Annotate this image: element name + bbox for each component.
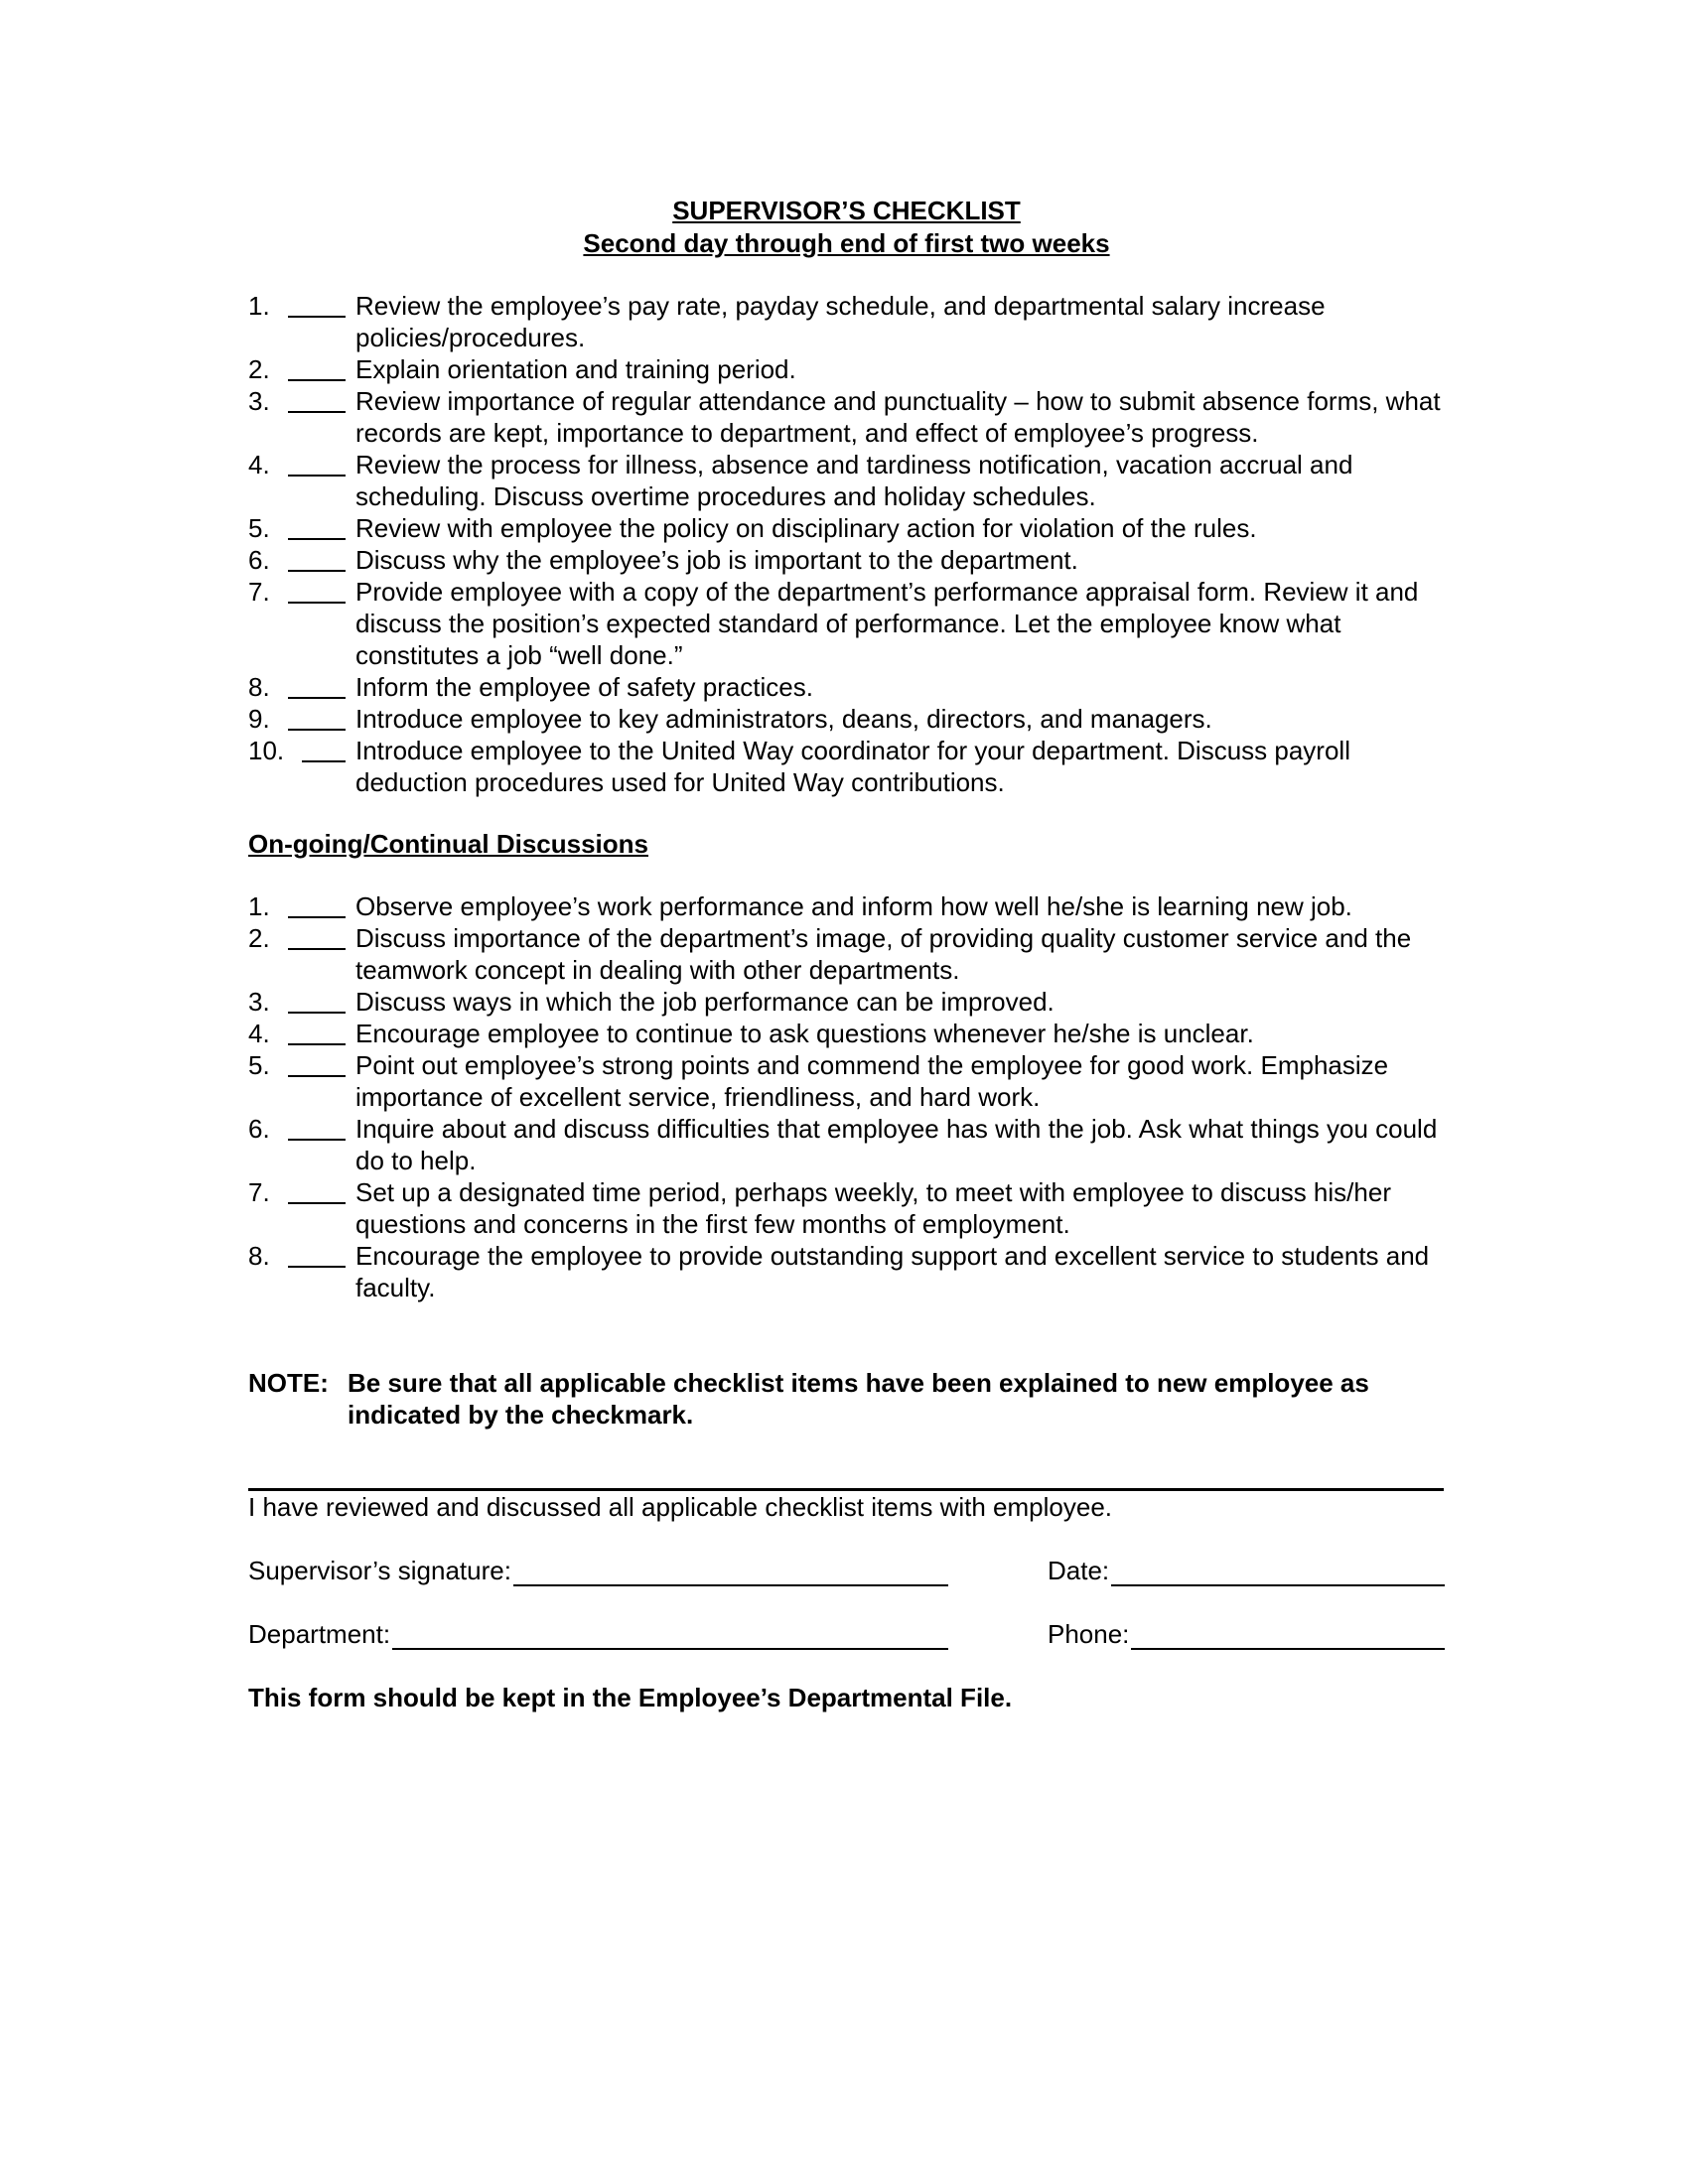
list-item (248, 890, 1445, 922)
ongoing-checklist (248, 890, 1445, 1303)
list-item (248, 1049, 1445, 1113)
check-blank[interactable] (288, 449, 352, 480)
checklist-document (248, 195, 1445, 1713)
item-number: 8. (248, 1241, 270, 1271)
list-item (248, 512, 1445, 544)
note-block (248, 1367, 1445, 1431)
check-blank[interactable] (288, 986, 352, 1018)
check-blank[interactable] (288, 890, 352, 922)
item-number: 2. (248, 354, 270, 384)
list-item (248, 544, 1445, 576)
check-blank[interactable] (288, 576, 352, 608)
list-item (248, 290, 1445, 353)
list-item (248, 986, 1445, 1018)
supervisor-signature-label: Supervisor’s signature: (248, 1556, 511, 1585)
phone-field (1048, 1618, 1445, 1650)
check-blank[interactable] (288, 1018, 352, 1049)
item-number: 3. (248, 987, 270, 1017)
item-number: 9. (248, 704, 270, 734)
item-number: 4. (248, 450, 270, 479)
item-number: 1. (248, 291, 270, 321)
item-number: 6. (248, 545, 270, 575)
item-text: Review the process for illness, absence and tardiness notification, vacation accrual and scheduling. Discuss overtime procedures and holiday schedules. (355, 450, 1353, 511)
item-text: Discuss why the employee’s job is important to the department. (355, 545, 1078, 575)
signature-row (248, 1555, 1445, 1588)
check-blank[interactable] (288, 544, 352, 576)
item-number: 10. (248, 736, 285, 765)
check-blank[interactable] (288, 1113, 352, 1145)
item-text: Discuss ways in which the job performance can be improved. (355, 987, 1055, 1017)
item-text: Review the employee’s pay rate, payday schedule, and departmental salary increase policies/procedures. (355, 291, 1326, 352)
date-line[interactable] (1111, 1557, 1445, 1586)
list-item (248, 353, 1445, 385)
phone-label: Phone: (1048, 1619, 1130, 1649)
item-number: 5. (248, 513, 270, 543)
department-label: Department: (248, 1619, 391, 1649)
list-item (248, 703, 1445, 735)
check-blank[interactable] (288, 1240, 352, 1272)
item-text: Observe employee’s work performance and inform how well he/she is learning new job. (355, 891, 1352, 921)
item-text: Inform the employee of safety practices. (355, 672, 813, 702)
list-item (248, 922, 1445, 986)
item-number: 7. (248, 1177, 270, 1207)
item-number: 1. (248, 891, 270, 921)
item-text: Inquire about and discuss difficulties that employee has with the job. Ask what things you could do to help. (355, 1114, 1438, 1175)
item-text: Introduce employee to the United Way coordinator for your department. Discuss payroll deduction procedures used for United Way contributions. (355, 736, 1350, 797)
check-blank[interactable] (288, 671, 352, 703)
item-text: Introduce employee to key administrators, deans, directors, and managers. (355, 704, 1212, 734)
date-label: Date: (1048, 1556, 1110, 1585)
item-text: Set up a designated time period, perhaps weekly, to meet with employee to discuss his/her questions and concerns in the first few months of employment. (355, 1177, 1391, 1239)
phone-line[interactable] (1131, 1620, 1445, 1650)
note-label: NOTE: (248, 1368, 329, 1398)
item-text: Provide employee with a copy of the department’s performance appraisal form. Review it and discuss the position’s expected standard of performance. Let the employee know what constitutes a job “well done.” (355, 577, 1419, 670)
list-item (248, 1176, 1445, 1240)
list-item (248, 671, 1445, 703)
check-blank[interactable] (288, 385, 352, 417)
check-blank[interactable] (302, 735, 352, 766)
check-blank[interactable] (288, 353, 352, 385)
check-blank[interactable] (288, 290, 352, 322)
check-blank[interactable] (288, 1049, 352, 1081)
item-text: Encourage employee to continue to ask questions whenever he/she is unclear. (355, 1019, 1254, 1048)
item-text: Review importance of regular attendance and punctuality – how to submit absence forms, what records are kept, importance to department, and effect of employee’s progress. (355, 386, 1441, 448)
item-number: 8. (248, 672, 270, 702)
department-row (248, 1618, 1445, 1652)
item-text: Review with employee the policy on disciplinary action for violation of the rules. (355, 513, 1257, 543)
supervisor-signature-field (248, 1555, 948, 1586)
acknowledgement-text: I have reviewed and discussed all applicable checklist items with employee. (248, 1492, 1112, 1522)
check-blank[interactable] (288, 512, 352, 544)
item-text: Point out employee’s strong points and commend the employee for good work. Emphasize importance of excellent service, friendliness, and hard work. (355, 1050, 1389, 1112)
note-text: Be sure that all applicable checklist items have been explained to new employee as indicated by the checkmark. (348, 1368, 1369, 1430)
item-text: Discuss importance of the department’s image, of providing quality customer service and the teamwork concept in dealing with other departments. (355, 923, 1412, 985)
document-title: SUPERVISOR’S CHECKLIST (672, 196, 1021, 225)
list-item (248, 1240, 1445, 1303)
check-blank[interactable] (288, 922, 352, 954)
date-field (1048, 1555, 1445, 1586)
item-number: 6. (248, 1114, 270, 1144)
section-heading: On-going/Continual Discussions (248, 829, 648, 859)
item-number: 4. (248, 1019, 270, 1048)
item-number: 2. (248, 923, 270, 953)
department-line[interactable] (392, 1620, 948, 1650)
item-text: Explain orientation and training period. (355, 354, 796, 384)
check-blank[interactable] (288, 1176, 352, 1208)
list-item (248, 385, 1445, 449)
item-text: Encourage the employee to provide outstanding support and excellent service to students and faculty. (355, 1241, 1430, 1302)
item-number: 7. (248, 577, 270, 607)
list-item (248, 735, 1445, 798)
check-blank[interactable] (288, 703, 352, 735)
department-field (248, 1618, 948, 1650)
list-item (248, 576, 1445, 671)
item-number: 5. (248, 1050, 270, 1080)
list-item (248, 1113, 1445, 1176)
footer-note: This form should be kept in the Employee’s Departmental File. (248, 1683, 1013, 1712)
first-checklist (248, 290, 1445, 798)
list-item (248, 449, 1445, 512)
supervisor-signature-line[interactable] (513, 1557, 948, 1586)
document-subtitle: Second day through end of first two weeks (583, 228, 1110, 258)
item-number: 3. (248, 386, 270, 416)
list-item (248, 1018, 1445, 1049)
